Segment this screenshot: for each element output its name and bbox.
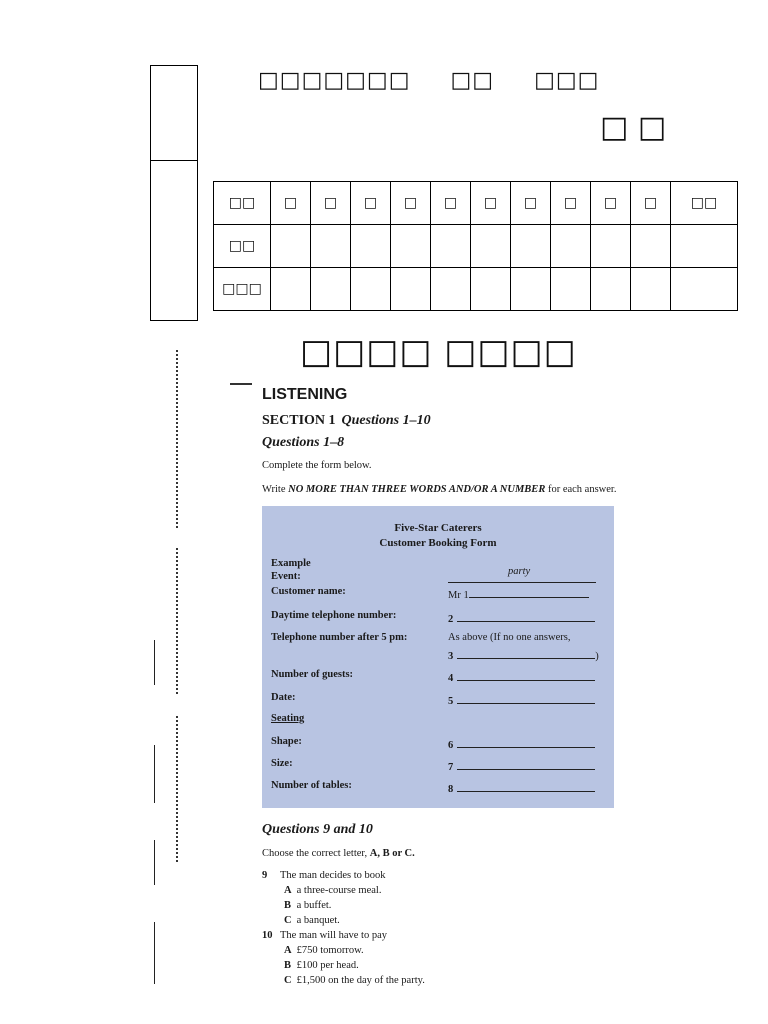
score-cell[interactable] (671, 225, 738, 268)
choose-prefix: Choose the correct letter, (262, 848, 370, 859)
grader-cell[interactable] (511, 268, 551, 311)
after5-note: As above (If no one answers, (448, 632, 571, 643)
instruction-complete-form: Complete the form below. (262, 460, 372, 471)
question-text: The man will have to pay (280, 930, 388, 941)
option-9a[interactable] (284, 885, 381, 896)
score-header-row (214, 182, 738, 225)
option-10c[interactable] (284, 975, 425, 986)
option-text: £1,500 on the day of the party. (296, 975, 425, 986)
binding-line (154, 840, 155, 885)
option-letter: A (284, 885, 292, 896)
grader-cell[interactable] (671, 268, 738, 311)
question-text: The man decides to book (280, 870, 386, 881)
section-questions: Questions 1–10 (341, 413, 431, 428)
instruction-suffix: for each answer. (545, 484, 617, 495)
score-cell[interactable] (471, 225, 511, 268)
after5-phone-label: Telephone number after 5 pm: (271, 632, 408, 643)
score-cell[interactable] (391, 225, 431, 268)
exam-subtitle: □ □ (600, 110, 667, 145)
tables-label: Number of tables: (271, 780, 352, 791)
option-10a[interactable] (284, 945, 364, 956)
booking-form (262, 506, 614, 808)
shape-label: Shape: (271, 736, 302, 747)
date-field (448, 692, 595, 707)
binding-line (154, 745, 155, 803)
score-header-cell: □ (631, 182, 671, 225)
customer-name-field (448, 586, 589, 601)
grader-cell[interactable] (351, 268, 391, 311)
date-label: Date: (271, 692, 296, 703)
grader-cell[interactable] (391, 268, 431, 311)
question-number: 3 (448, 651, 454, 662)
question-10 (262, 930, 387, 941)
binding-info-box (150, 65, 198, 321)
score-row (214, 225, 738, 268)
example-label: Example (271, 558, 311, 569)
size-label: Size: (271, 758, 293, 769)
option-letter: B (284, 960, 292, 971)
scan-corner-mark (230, 383, 252, 385)
answer-blank[interactable] (457, 736, 595, 748)
event-value: party (508, 566, 531, 577)
question-number: 5 (448, 696, 454, 707)
instruction-prefix: Write (262, 484, 289, 495)
option-text: a three-course meal. (296, 885, 382, 896)
score-row-label: □□ (214, 225, 271, 268)
section-label: SECTION 1 (262, 413, 336, 428)
option-letter: C (284, 915, 292, 926)
score-header-cell: □□ (671, 182, 738, 225)
score-header-cell: □ (471, 182, 511, 225)
answer-blank[interactable] (457, 692, 595, 704)
score-cell[interactable] (591, 225, 631, 268)
instruction-word-limit (262, 484, 616, 495)
option-text: a banquet. (296, 915, 340, 926)
option-10b[interactable] (284, 960, 359, 971)
binding-line (154, 922, 155, 984)
daytime-phone-label: Daytime telephone number: (271, 610, 397, 621)
section-heading (262, 413, 431, 429)
score-cell[interactable] (351, 225, 391, 268)
option-letter: A (284, 945, 292, 956)
option-text: £750 tomorrow. (296, 945, 364, 956)
title-part: □□□□□□□ (258, 68, 411, 93)
exam-title (258, 68, 639, 93)
closing-paren: ) (595, 651, 599, 662)
score-header-cell: □ (511, 182, 551, 225)
binding-dotted-line (176, 716, 178, 862)
question-number: 10 (262, 930, 273, 941)
option-letter: B (284, 900, 292, 911)
title-part: □□ (450, 68, 495, 93)
daytime-phone-field (448, 610, 595, 625)
option-text: a buffet. (296, 900, 332, 911)
option-9c[interactable] (284, 915, 340, 926)
binding-dotted-line (176, 350, 178, 528)
question-number: 2 (448, 614, 454, 625)
grader-row-label: □□□ (214, 268, 271, 311)
score-header-cell: □ (311, 182, 351, 225)
form-title-line2: Customer Booking Form (379, 537, 497, 549)
score-cell[interactable] (631, 225, 671, 268)
option-letter: C (284, 975, 292, 986)
answer-blank[interactable] (469, 586, 589, 598)
after5-phone-field (448, 647, 599, 662)
question-number: 8 (448, 784, 454, 795)
form-title-line1: Five-Star Caterers (394, 522, 482, 534)
question-9 (262, 870, 386, 881)
answer-blank[interactable] (457, 610, 595, 622)
score-cell[interactable] (271, 225, 311, 268)
grader-cell[interactable] (271, 268, 311, 311)
answer-blank[interactable] (457, 780, 595, 792)
event-field (448, 566, 596, 583)
form-title (262, 521, 614, 551)
score-header-cell: □ (551, 182, 591, 225)
scanned-listening-page (232, 378, 648, 1008)
score-header-cell: □□ (214, 182, 271, 225)
option-9b[interactable] (284, 900, 331, 911)
questions-9-10-heading: Questions 9 and 10 (262, 822, 373, 837)
answer-blank[interactable] (457, 758, 595, 770)
instruction-choose-letter (262, 848, 415, 859)
title-part: □□□ (534, 68, 600, 93)
binding-line (154, 640, 155, 685)
score-cell[interactable] (511, 225, 551, 268)
score-table (213, 181, 738, 311)
grader-cell[interactable] (591, 268, 631, 311)
score-cell[interactable] (551, 225, 591, 268)
tables-field (448, 780, 595, 795)
questions-1-8-heading: Questions 1–8 (262, 435, 345, 450)
event-label: Event: (271, 571, 301, 582)
grader-row (214, 268, 738, 311)
binding-dotted-line (176, 548, 178, 694)
score-header-cell: □ (591, 182, 631, 225)
question-number: 9 (262, 870, 268, 881)
grader-cell[interactable] (311, 268, 351, 311)
grader-cell[interactable] (431, 268, 471, 311)
size-field (448, 758, 595, 773)
answer-blank[interactable] (457, 669, 595, 681)
grader-cell[interactable] (471, 268, 511, 311)
exam-heading: □□□□ □□□□ (300, 332, 577, 372)
binding-box-divider (151, 160, 197, 161)
score-cell[interactable] (431, 225, 471, 268)
grader-cell[interactable] (631, 268, 671, 311)
question-number: 6 (448, 740, 454, 751)
option-text: £100 per head. (296, 960, 359, 971)
score-header-cell: □ (431, 182, 471, 225)
score-header-cell: □ (271, 182, 311, 225)
score-header-cell: □ (351, 182, 391, 225)
guests-label: Number of guests: (271, 669, 354, 680)
grader-cell[interactable] (551, 268, 591, 311)
instruction-emphasis: NO MORE THAN THREE WORDS AND/OR A NUMBER (288, 484, 546, 495)
customer-name-label: Customer name: (271, 586, 346, 597)
answer-blank[interactable] (457, 647, 595, 659)
choose-letters: A, B or C. (369, 848, 415, 859)
seating-label: Seating (271, 713, 305, 724)
score-cell[interactable] (311, 225, 351, 268)
shape-field (448, 736, 595, 751)
question-number: 7 (448, 762, 454, 773)
question-number: 4 (448, 673, 454, 684)
customer-prefix: Mr 1 (448, 590, 469, 601)
score-header-cell: □ (391, 182, 431, 225)
listening-heading: LISTENING (262, 386, 348, 403)
guests-field (448, 669, 595, 684)
